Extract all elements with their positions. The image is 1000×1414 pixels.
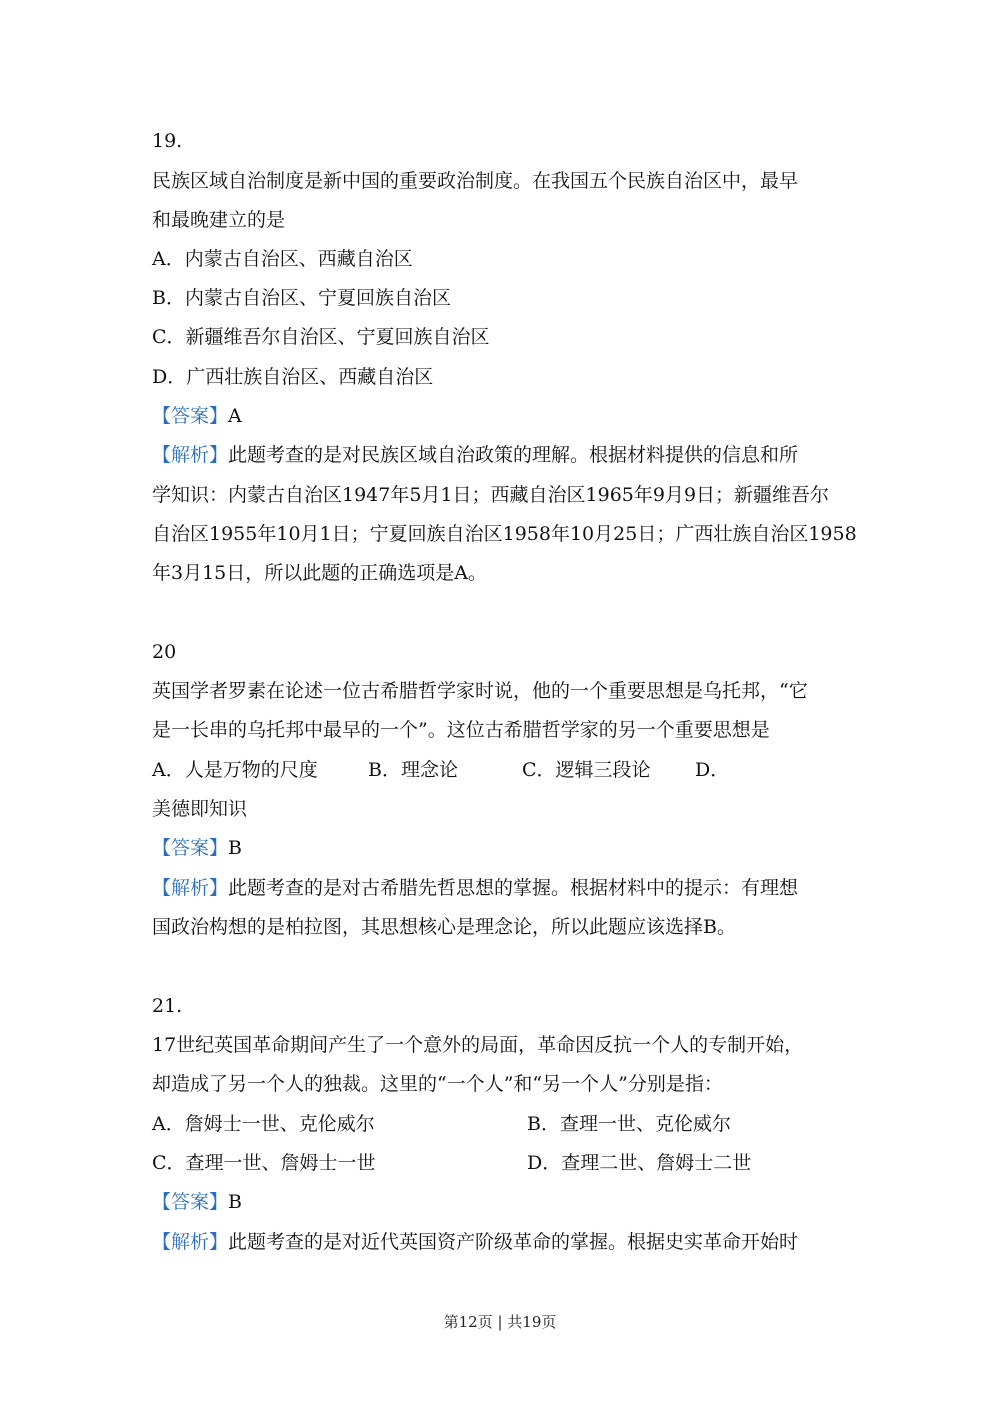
q21-answer-tag: 【答案】 — [152, 1191, 229, 1213]
page-footer: 第12页 | 共19页 — [443, 1313, 557, 1331]
q19-analysis-line4: 年3月15日，所以此题的正确选项是A。 — [152, 562, 487, 584]
q20-option-d-text: 美德即知识 — [152, 798, 248, 820]
q20-analysis-line2: 国政治构想的是柏拉图，其思想核心是理念论，所以此题应该选择B。 — [152, 916, 736, 938]
q20-option-d: D． — [695, 759, 730, 781]
q20-option-c: C．逻辑三段论 — [522, 759, 651, 781]
q20-stem-line2: 是一长串的乌托邦中最早的一个”。这位古希腊哲学家的另一个重要思想是 — [152, 719, 770, 741]
q21-answer — [152, 1191, 242, 1213]
q21-option-a: A．詹姆士一世、克伦威尔 — [152, 1113, 375, 1135]
q21-analysis-text1: 此题考查的是对近代英国资产阶级革命的掌握。根据史实革命开始时 — [228, 1231, 799, 1253]
q21-stem-line2: 却造成了另一个人的独裁。这里的“一个人”和“另一个人”分别是指： — [152, 1073, 723, 1095]
q20-analysis-line1 — [152, 877, 798, 899]
q19-answer — [152, 405, 242, 427]
q19-option-b: B．内蒙古自治区、宁夏回族自治区 — [152, 287, 451, 309]
q21-option-d: D．查理二世、詹姆士二世 — [527, 1152, 752, 1174]
q20-analysis-text1: 此题考查的是对古希腊先哲思想的掌握。根据材料中的提示：有理想 — [228, 877, 799, 899]
q19-answer-value: A — [228, 405, 242, 427]
q19-stem-line1: 民族区域自治制度是新中国的重要政治制度。在我国五个民族自治区中，最早 — [152, 170, 799, 192]
q20-number: 20 — [152, 641, 177, 663]
q19-number: 19. — [152, 130, 183, 152]
q21-analysis-tag: 【解析】 — [152, 1231, 229, 1253]
q19-analysis-line1 — [152, 444, 798, 466]
q21-number: 21. — [152, 995, 183, 1017]
q21-option-b: B．查理一世、克伦威尔 — [527, 1113, 731, 1135]
q19-option-d: D．广西壮族自治区、西藏自治区 — [152, 366, 434, 388]
q19-analysis-tag: 【解析】 — [152, 444, 229, 466]
q20-stem-line1: 英国学者罗素在论述一位古希腊哲学家时说，他的一个重要思想是乌托邦，“它 — [152, 680, 808, 702]
q19-option-c: C．新疆维吾尔自治区、宁夏回族自治区 — [152, 326, 490, 348]
q21-answer-value: B — [228, 1191, 242, 1213]
q20-answer-tag: 【答案】 — [152, 837, 229, 859]
q21-stem-line1: 17世纪英国革命期间产生了一个意外的局面，革命因反抗一个人的专制开始， — [152, 1034, 804, 1056]
q19-option-a: A．内蒙古自治区、西藏自治区 — [152, 248, 413, 270]
q20-answer — [152, 837, 242, 859]
q20-answer-value: B — [228, 837, 242, 859]
q19-analysis-line3: 自治区1955年10月1日；宁夏回族自治区1958年10月25日；广西壮族自治区1958 — [152, 523, 857, 545]
q19-answer-tag: 【答案】 — [152, 405, 229, 427]
q20-option-a: A．人是万物的尺度 — [152, 759, 318, 781]
q19-analysis-line2: 学知识：内蒙古自治区1947年5月1日；西藏自治区1965年9月9日；新疆维吾尔 — [152, 484, 830, 506]
q20-analysis-tag: 【解析】 — [152, 877, 229, 899]
q21-analysis-line1 — [152, 1231, 798, 1253]
q19-analysis-text1: 此题考查的是对民族区域自治政策的理解。根据材料提供的信息和所 — [228, 444, 799, 466]
q21-option-c: C．查理一世、詹姆士一世 — [152, 1152, 376, 1174]
q19-stem-line2: 和最晚建立的是 — [152, 209, 286, 231]
q20-option-b: B．理念论 — [368, 759, 458, 781]
